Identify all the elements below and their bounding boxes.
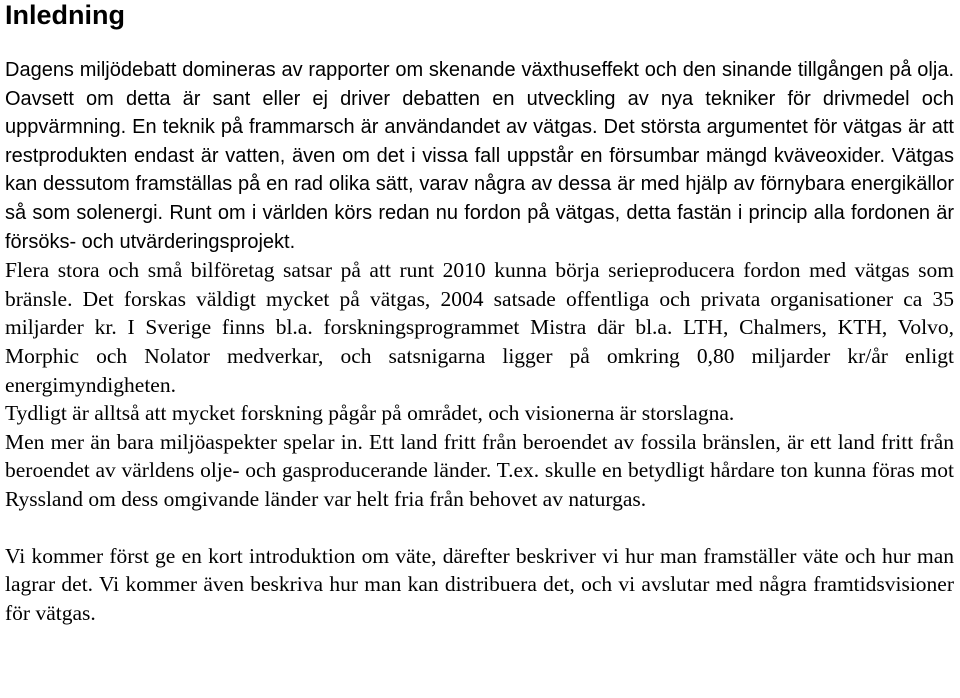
paragraph-vehicles: Flera stora och små bilföretag satsar på att runt 2010 kunna börja serieproducera fordon med vätgas som bränsle. Det forskas väldigt mycket på vätgas, 2004 satsade offentliga och privata organisationer ca 35 miljarder kr. I Sverige finns bl.a. forskningsprogrammet Mistra där bl.a. LTH, Chalmers, KTH, Volvo, Morphic och Nolator medverkar, och satsnigarna ligger på omkring 0,80 miljarder kr/år enligt energimyndigheten. bbox=[5, 258, 954, 397]
intro-sentence-1: Dagens miljödebatt domineras av rapporter om skenande växthuseffekt och den sinande tillgången på olja. Oavsett om detta är sant eller ej driver debatten en utveckling av nya tekniker för drivmedel och uppvärmning. En teknik på frammarsch är användandet av vätgas. bbox=[5, 59, 954, 139]
intro-paragraph-sans bbox=[5, 56, 954, 256]
paragraph-gap bbox=[5, 514, 954, 542]
paragraph-outline: Vi kommer först ge en kort introduktion om väte, därefter beskriver vi hur man framställer väte och hur man lagrar det. Vi kommer även beskriva hur man kan distribuera det, och vi avslutar med några framtidsvisioner för vätgas. bbox=[5, 543, 954, 625]
paragraph-research: Tydligt är alltså att mycket forskning pågår på området, och visionerna är storslagna. bbox=[5, 401, 735, 426]
intro-sentence-3: Runt om i världen körs redan nu fordon på vätgas, detta fastän i princip alla fordonen är försöks- och utvärderingsprojekt. bbox=[5, 201, 955, 253]
intro-sentence-2: Det största argumentet för vätgas är att restprodukten endast är vatten, även om det i vissa fall uppstår en försumbar mängd kväveoxider. Vätgas kan dessutom framställas på en rad olika sätt, varav några av dessa är med hjälp av förnybara energikällor så som solenergi. bbox=[5, 116, 954, 224]
section-heading: Inledning bbox=[5, 0, 125, 30]
paragraph-geopolitics: Men mer än bara miljöaspekter spelar in. Ett land fritt från beroendet av fossila bränslen, är ett land fritt från beroendet av världens olje- och gasproducerande länder. T.ex. skulle en betydligt hårdare ton kunna föras mot Ryssland om dess omgivande länder var helt fria från behovet av naturgas. bbox=[5, 429, 954, 511]
